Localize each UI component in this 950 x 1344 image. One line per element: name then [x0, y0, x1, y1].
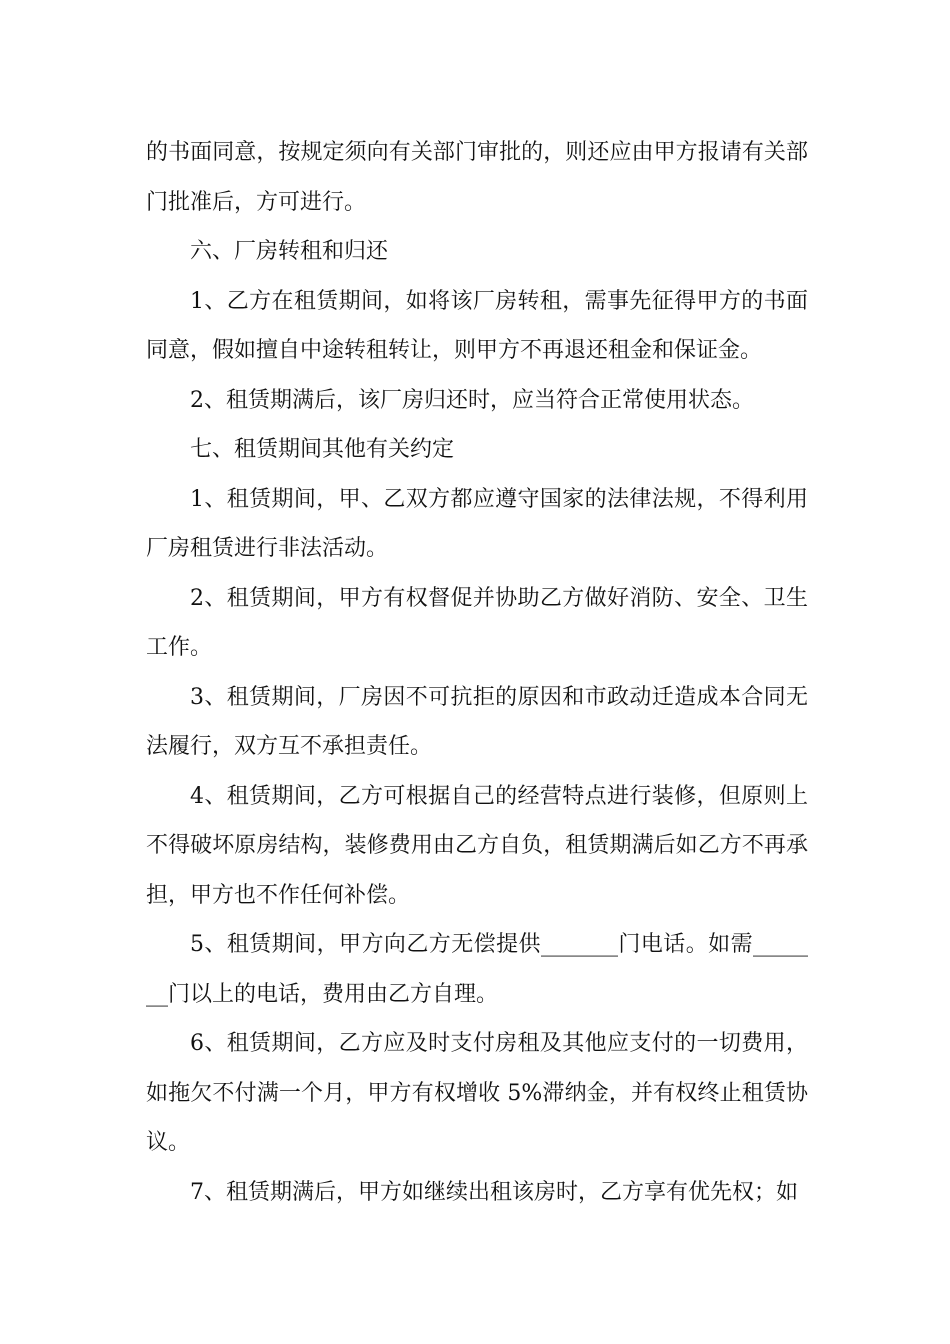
paragraph-payment: 6、租赁期间，乙方应及时支付房租及其他应支付的一切费用，如拖欠不付满一个月，甲方有权增收 5%滞纳金，并有权终止租赁协议。 [146, 1031, 808, 1155]
paragraph-law-compliance: 1、租赁期间，甲、乙双方都应遵守国家的法律法规，不得利用厂房租赁进行非法活动。 [146, 486, 808, 561]
paragraph-renovation: 4、租赁期间，乙方可根据自己的经营特点进行装修，但原则上不得破坏原房结构，装修费用由乙方自负，租赁期满后如乙方不再承担，甲方也不作任何补偿。 [146, 783, 808, 908]
document-body [146, 128, 808, 1217]
paragraph-continuation: 的书面同意，按规定须向有关部门审批的，则还应由甲方报请有关部门批准后，方可进行。 [146, 140, 808, 215]
paragraph-force-majeure: 3、租赁期间，厂房因不可抗拒的原因和市政动迁造成本合同无法履行，双方互不承担责任。 [146, 684, 808, 759]
section-heading-sublease-return: 六、厂房转租和归还 [190, 239, 389, 264]
section-heading-other-agreements: 七、租赁期间其他有关约定 [190, 437, 455, 462]
paragraph-priority-right: 7、租赁期满后，甲方如继续出租该房时，乙方享有优先权；如 [190, 1179, 798, 1205]
paragraph-safety-duties: 2、租赁期间，甲方有权督促并协助乙方做好消防、安全、卫生工作。 [146, 585, 808, 660]
paragraph-sublease-clause: 1、乙方在租赁期间，如将该厂房转租，需事先征得甲方的书面同意，假如擅自中途转租转让，则甲方不再退还租金和保证金。 [146, 288, 808, 363]
paragraph-telephone: 5、租赁期间，甲方向乙方无偿提供_______门电话。如需_______门以上的电话，费用由乙方自理。 [146, 932, 808, 1007]
paragraph-return-clause: 2、租赁期满后，该厂房归还时，应当符合正常使用状态。 [190, 387, 754, 413]
